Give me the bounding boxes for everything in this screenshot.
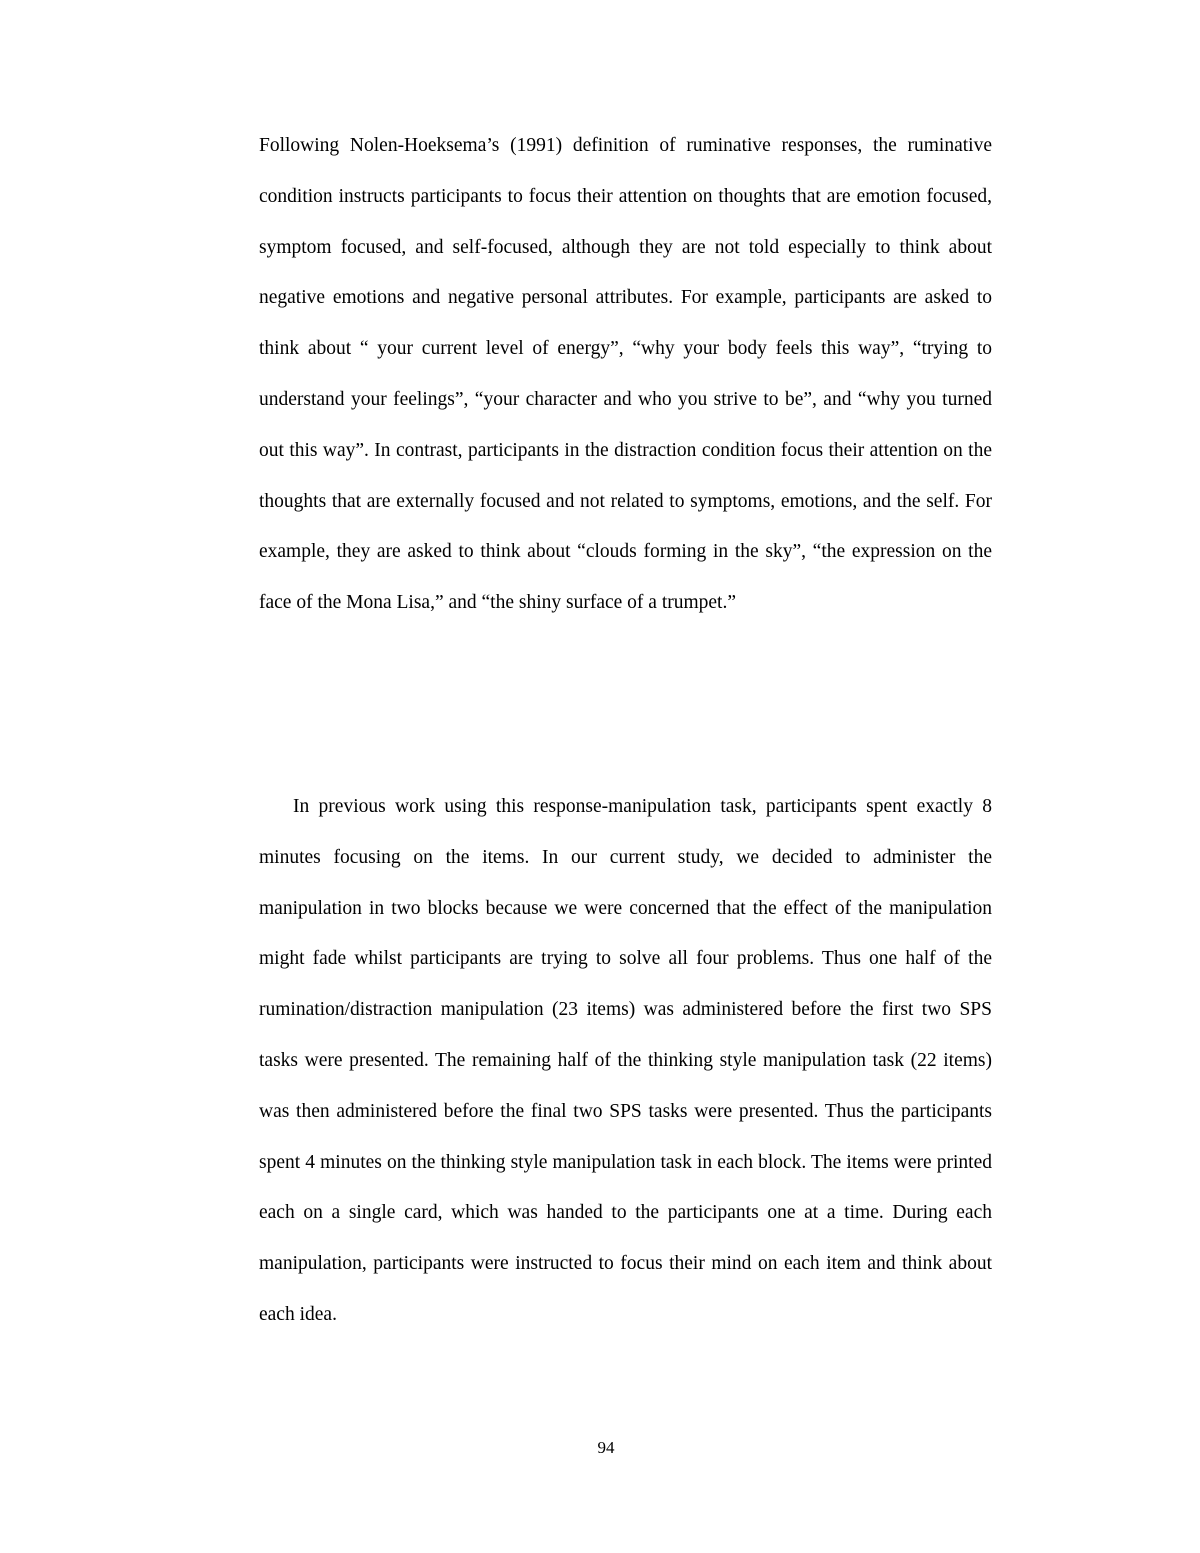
paragraph-manipulation-procedure: In previous work using this response-manipulation task, participants spent exactly 8 minutes focusing on the items. In our current study, we decided to administer the manipulation in two blocks because we were concerned that the effect of the manipulation might fade whilst participants are trying to solve all four problems. Thus one half of the rumination/distraction manipulation (23 items) was administered before the first two SPS tasks were presented. The remaining half of the thinking style manipulation task (22 items) was then administered before the final two SPS tasks were presented. Thus the participants spent 4 minutes on the thinking style manipulation task in each block. The items were printed each on a single card, which was handed to the participants one at a time. During each manipulation, participants were instructed to focus their mind on each item and think about each idea.	[259, 796, 992, 1325]
page-number: 94	[597, 1438, 615, 1457]
paragraph-rumination-conditions: Following Nolen-Hoeksema’s (1991) definition of ruminative responses, the ruminative condition instructs participants to focus their attention on thoughts that are emotion focused, symptom focused, and self-focused, although they are not told especially to think about negative emotions and negative personal attributes. For example, participants are asked to think about “ your current level of energy”, “why your body feels this way”, “trying to understand your feelings”, “your character and who you strive to be”, and “why you turned out this way”. In contrast, participants in the distraction condition focus their attention on the thoughts that are externally focused and not related to symptoms, emotions, and the self. For example, they are asked to think about “clouds forming in the sky”, “the expression on the face of the Mona Lisa,” and “the shiny surface of a trumpet.”	[259, 135, 992, 614]
